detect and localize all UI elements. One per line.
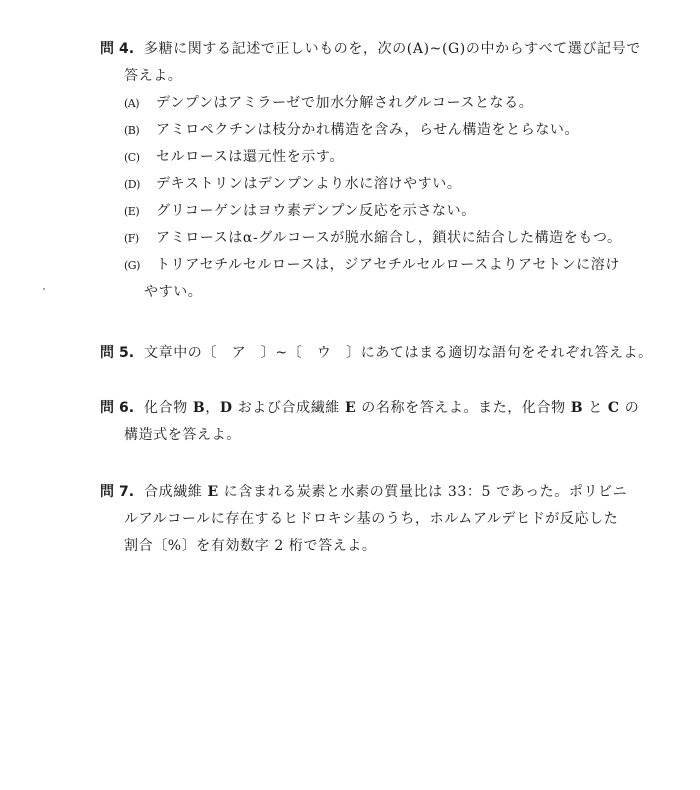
question-5 [100, 340, 653, 367]
compound-c: C [607, 400, 620, 416]
question-5-label: 問 5. [100, 345, 135, 361]
option-g-continuation: やすい。 [144, 284, 203, 300]
option-a [100, 90, 600, 117]
question-6-text: 化合物 B，D および合成繊維 E の名称を答えよ。また，化合物 B と C の [144, 400, 640, 416]
option-text: セルロースは還元性を示す。 [156, 149, 344, 165]
option-f [100, 225, 622, 252]
option-mark: (F) [124, 232, 139, 245]
question-6-label: 問 6. [100, 400, 135, 416]
option-mark: (B) [124, 124, 140, 137]
scan-speck [43, 288, 45, 290]
question-7-line-3: 割合〔%〕を有効数字 2 桁で答えよ。 [124, 538, 377, 554]
option-text: デンプンはアミラーゼで加水分解されグルコースとなる。 [156, 95, 534, 111]
option-mark: (C) [124, 151, 140, 164]
question-7-line-2: ルアルコールに存在するヒドロキシ基のうち，ホルムアルデヒドが反応した [124, 511, 619, 527]
option-mark: (A) [124, 97, 140, 110]
question-6-line-2: 構造式を答えよ。 [124, 427, 241, 443]
compound-b: B [192, 400, 206, 416]
option-text: グリコーゲンはヨウ素デンプン反応を示さない。 [156, 203, 476, 219]
compound-d: D [219, 400, 233, 416]
option-mark: (E) [124, 205, 140, 218]
question-4-text: 多糖に関する記述で正しいものを，次の(A)~(G)の中からすべて選び記号で [144, 41, 641, 57]
fiber-e: E [207, 484, 219, 500]
option-text: デキストリンはデンプンより水に溶けやすい。 [156, 176, 462, 192]
question-6-line-1 [100, 395, 640, 422]
question-4-line-2: 答えよ。 [124, 68, 183, 84]
option-b [100, 117, 600, 144]
question-7-text: 合成繊維 E に含まれる炭素と水素の質量比は 33：5 であった。ポリビニ [144, 484, 628, 500]
option-d [100, 171, 600, 198]
question-7-line-1 [100, 479, 628, 506]
option-text: アミロペクチンは枝分かれ構造を含み，らせん構造をとらない。 [156, 122, 580, 138]
question-6 [100, 395, 640, 449]
question-4-label: 問 4. [100, 41, 135, 57]
question-4-line-1 [100, 36, 641, 63]
option-text: トリアセチルセルロースは，ジアセチルセルロースよりアセトンに溶け [156, 257, 620, 273]
question-7 [100, 479, 628, 560]
question-4 [100, 36, 641, 306]
option-mark: (D) [124, 178, 140, 191]
compound-b: B [570, 400, 584, 416]
option-mark: (G) [124, 259, 140, 272]
option-g [100, 252, 620, 279]
option-e [100, 198, 600, 225]
option-text: アミロースはα-グルコースが脱水縮合し，鎖状に結合した構造をもつ。 [156, 230, 622, 246]
question-5-text: 文章中の〔 ア 〕~〔 ウ 〕にあてはまる適切な語句をそれぞれ答えよ。 [144, 345, 653, 361]
question-5-line-1 [100, 340, 653, 367]
question-7-label: 問 7. [100, 484, 135, 500]
option-c [100, 144, 600, 171]
fiber-e: E [344, 400, 357, 416]
